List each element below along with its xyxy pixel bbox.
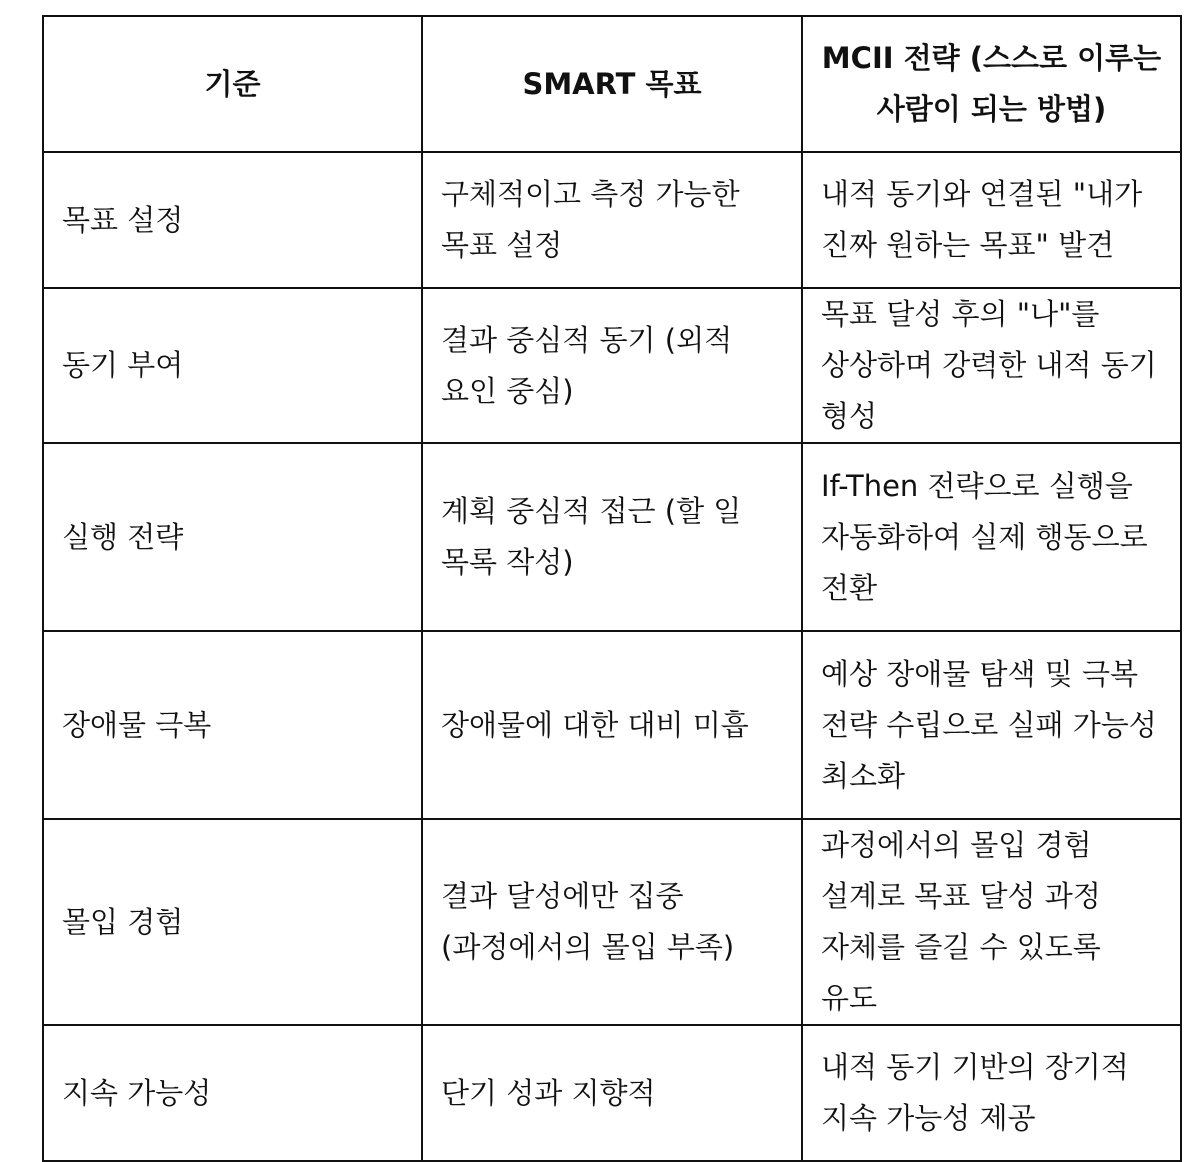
table-row	[43, 443, 1181, 631]
cell-criteria: 장애물 극복	[43, 631, 422, 819]
cell-mcii: 예상 장애물 탐색 및 극복 전략 수립으로 실패 가능성 최소화	[802, 631, 1181, 819]
cell-criteria: 몰입 경험	[43, 819, 422, 1025]
cell-mcii: 내적 동기 기반의 장기적 지속 가능성 제공	[802, 1025, 1181, 1161]
cell-criteria: 동기 부여	[43, 288, 422, 443]
cell-smart: 단기 성과 지향적	[422, 1025, 802, 1161]
cell-mcii: 목표 달성 후의 "나"를 상상하며 강력한 내적 동기 형성	[802, 288, 1181, 443]
cell-smart: 장애물에 대한 대비 미흡	[422, 631, 802, 819]
cell-mcii: If-Then 전략으로 실행을 자동화하여 실제 행동으로 전환	[802, 443, 1181, 631]
cell-mcii: 내적 동기와 연결된 "내가 진짜 원하는 목표" 발견	[802, 152, 1181, 288]
cell-smart: 계획 중심적 접근 (할 일 목록 작성)	[422, 443, 802, 631]
header-smart: SMART 목표	[422, 16, 802, 152]
table-row	[43, 1025, 1181, 1161]
cell-criteria: 지속 가능성	[43, 1025, 422, 1161]
table-row	[43, 631, 1181, 819]
header-mcii: MCII 전략 (스스로 이루는 사람이 되는 방법)	[802, 16, 1181, 152]
cell-mcii: 과정에서의 몰입 경험 설계로 목표 달성 과정 자체를 즐길 수 있도록 유도	[802, 819, 1181, 1025]
cell-smart: 구체적이고 측정 가능한 목표 설정	[422, 152, 802, 288]
cell-smart: 결과 달성에만 집중 (과정에서의 몰입 부족)	[422, 819, 802, 1025]
header-criteria: 기준	[43, 16, 422, 152]
table-row	[43, 819, 1181, 1025]
cell-criteria: 실행 전략	[43, 443, 422, 631]
table-row	[43, 152, 1181, 288]
comparison-table-container	[42, 15, 1182, 1162]
cell-criteria: 목표 설정	[43, 152, 422, 288]
comparison-table	[42, 15, 1182, 1162]
cell-smart: 결과 중심적 동기 (외적 요인 중심)	[422, 288, 802, 443]
table-header-row	[43, 16, 1181, 152]
table-row	[43, 288, 1181, 443]
